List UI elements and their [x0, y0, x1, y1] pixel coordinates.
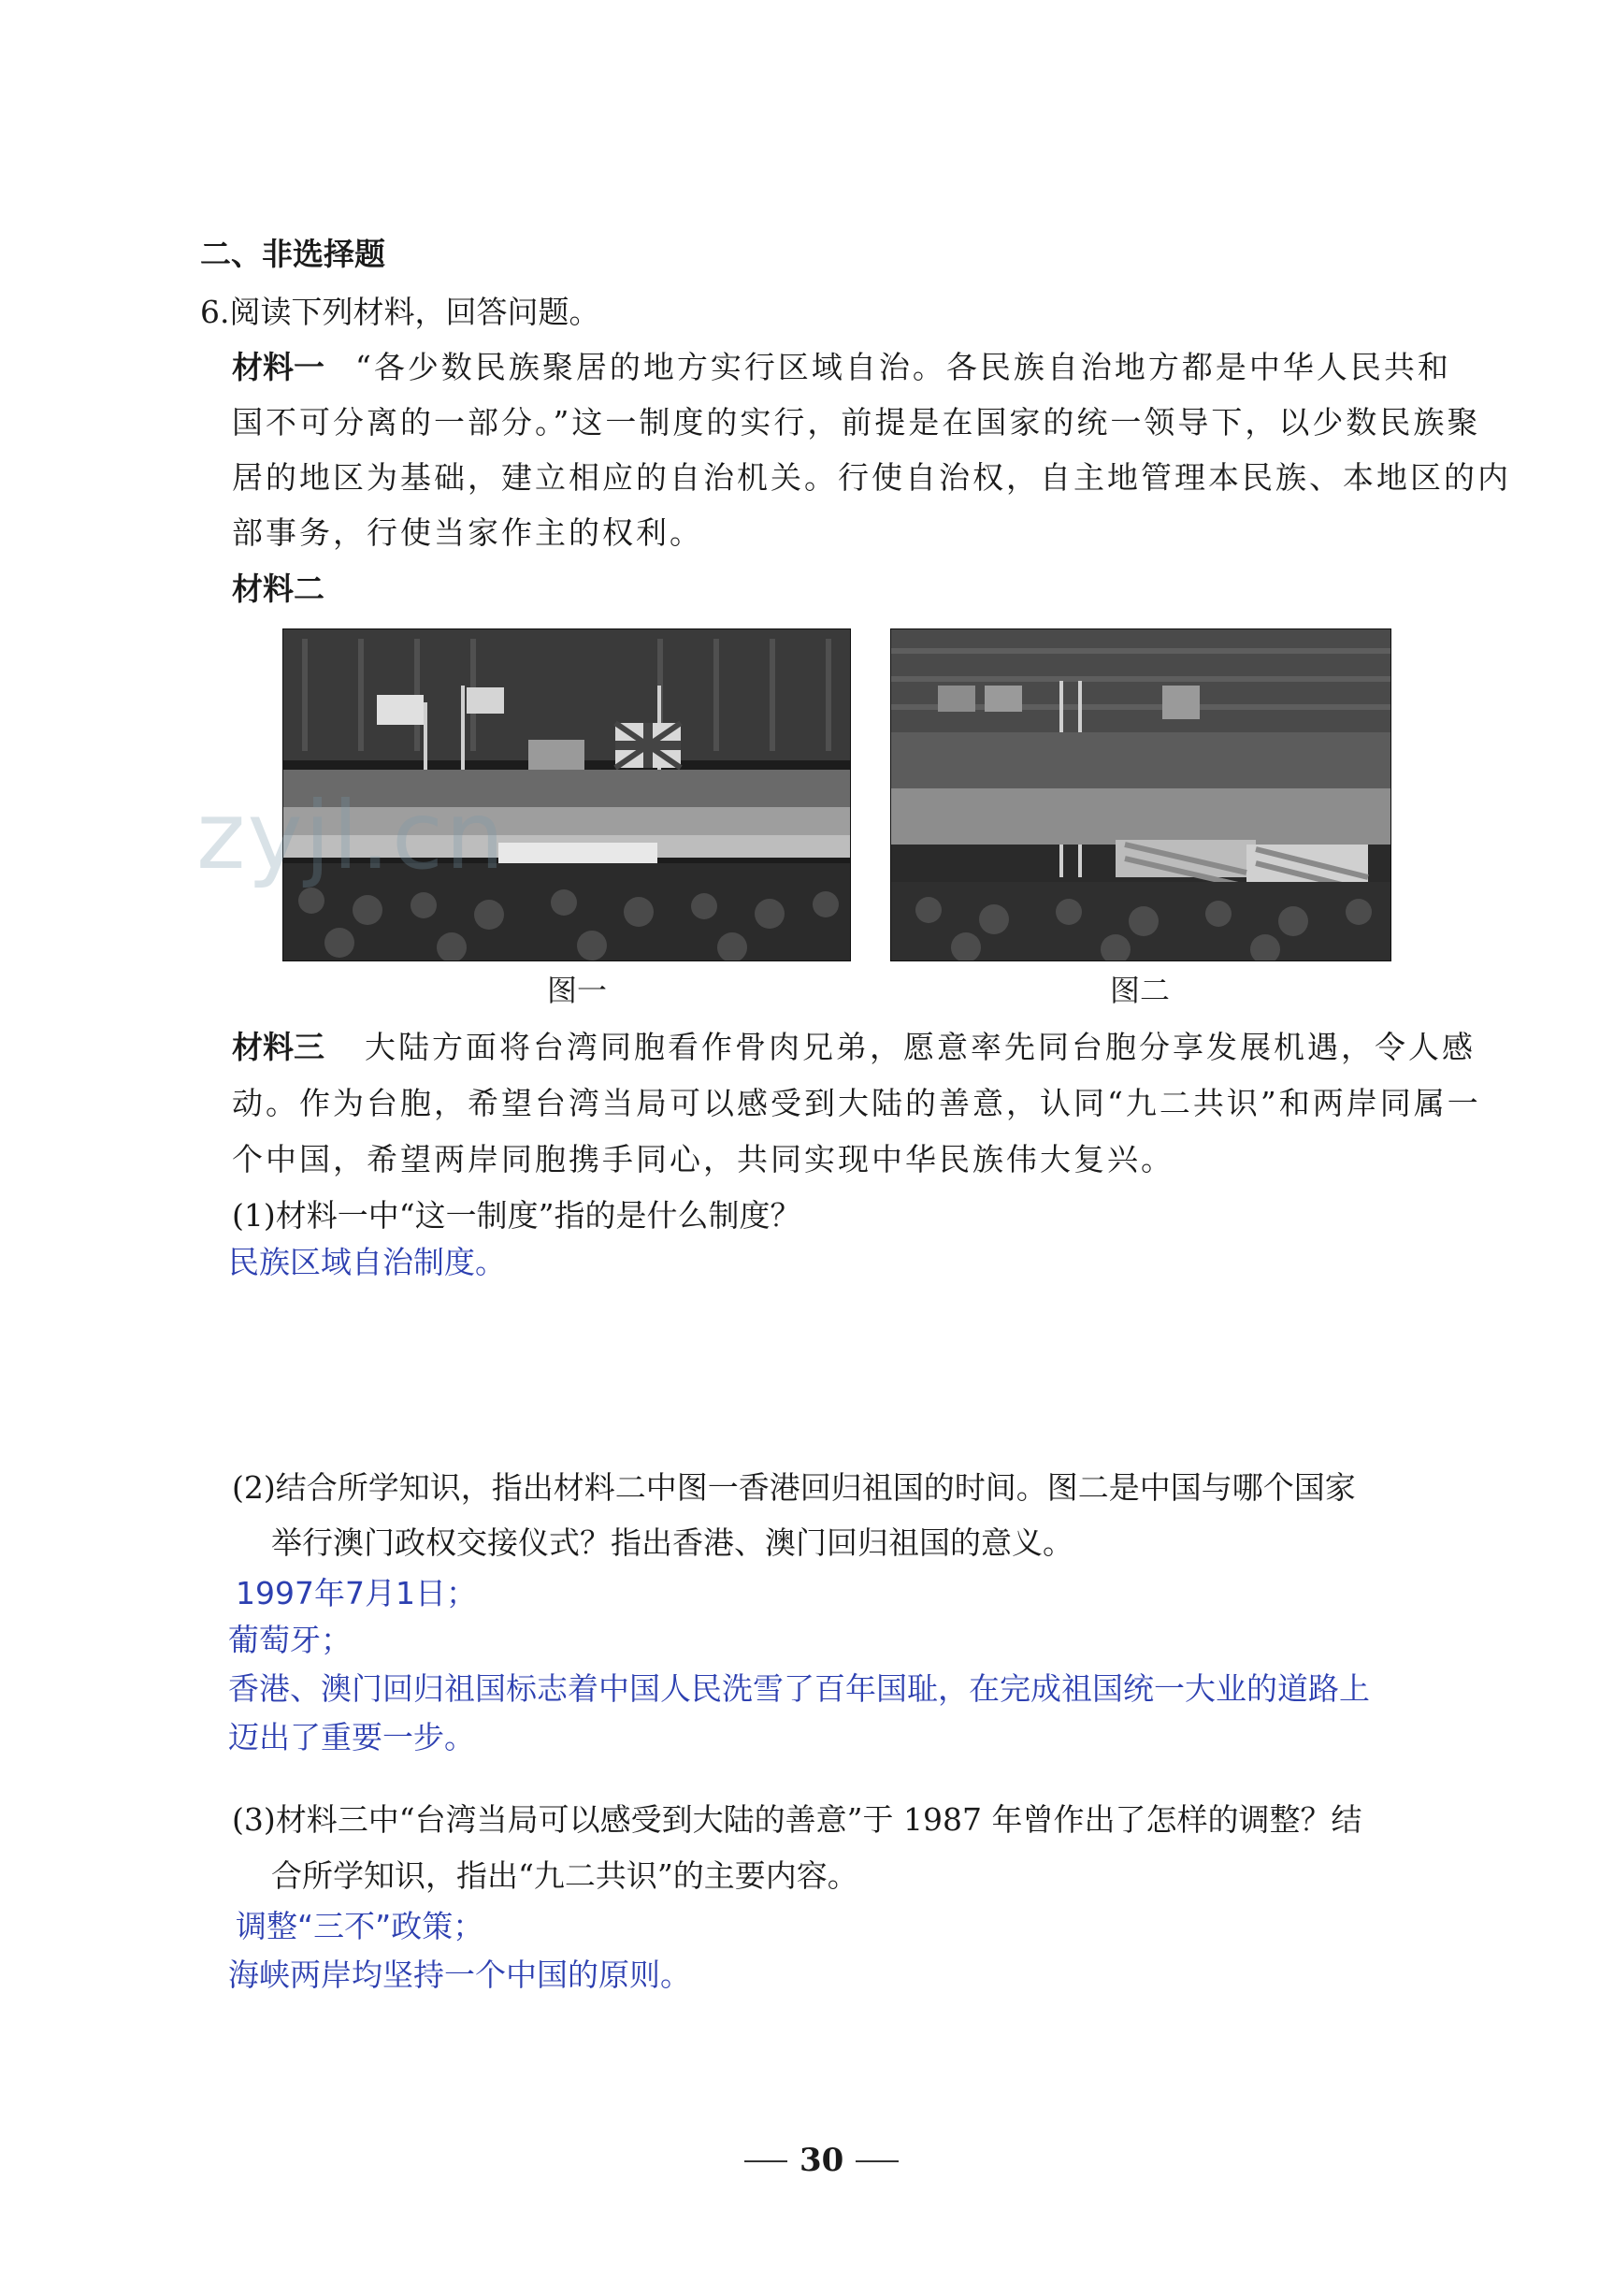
sub2-answer: 迈出了重要一步。 [228, 1719, 475, 1755]
sub2-answer: 香港、澳门回归祖国标志着中国人民洗雪了百年国耻，在完成祖国统一大业的道路上 [228, 1670, 1370, 1707]
page-number: 30 [800, 2142, 844, 2179]
page-number-left-dash [744, 2160, 787, 2162]
macau-handover-photo [890, 628, 1391, 961]
sub3-prompt: (3)材料三中“台湾当局可以感受到大陆的善意”于 1987 年曾作出了怎样的调整？结 [232, 1801, 1362, 1838]
macau-handover-image [891, 629, 1390, 960]
sub1-answer: 民族区域自治制度。 [228, 1244, 506, 1280]
watermark: zyjl.cn [196, 781, 507, 890]
sub2-prompt: (2)结合所学知识，指出材料二中图一香港回归祖国的时间。图二是中国与哪个国家 [232, 1469, 1356, 1506]
sub1-prompt: (1)材料一中“这一制度”指的是什么制度？ [232, 1197, 801, 1234]
figure2-caption: 图二 [1110, 973, 1171, 1008]
sub3-prompt: 合所学知识，指出“九二共识”的主要内容。 [271, 1857, 858, 1894]
sub3-answer: 海峡两岸均坚持一个中国的原则。 [228, 1957, 691, 1993]
sub3-answer: 调整“三不”政策； [236, 1908, 484, 1944]
material3-line: 个中国，希望两岸同胞携手同心，共同实现中华民族伟大复兴。 [232, 1141, 1174, 1177]
material2-label: 材料二 [232, 570, 324, 607]
sub2-prompt: 举行澳门政权交接仪式？指出香港、澳门回归祖国的意义。 [271, 1524, 1073, 1561]
material3-label: 材料三 [232, 1029, 324, 1065]
material1-line: 国不可分离的一部分。”这一制度的实行，前提是在国家的统一领导下，以少数民族聚 [232, 404, 1481, 440]
material1-label: 材料一 [232, 349, 324, 385]
material1-line: 部事务，行使当家作主的权利。 [232, 514, 703, 551]
sub2-answer: 葡萄牙； [228, 1622, 352, 1658]
question-stem: 6.阅读下列材料，回答问题。 [200, 294, 600, 330]
material3-line: 大陆方面将台湾同胞看作骨肉兄弟，愿意率先同台胞分享发展机遇，令人感 [365, 1029, 1476, 1065]
material1-line: 居的地区为基础，建立相应的自治机关。行使自治权，自主地管理本民族、本地区的内 [232, 459, 1511, 496]
figure1-caption: 图一 [547, 973, 608, 1008]
sub2-answer: 1997年7月1日； [236, 1575, 477, 1611]
section-title: 二、非选择题 [200, 236, 385, 272]
page-number-right-dash [856, 2160, 899, 2162]
material3-line: 动。作为台胞，希望台湾当局可以感受到大陆的善意，认同“九二共识”和两岸同属一 [232, 1085, 1481, 1121]
material1-line: “各少数民族聚居的地方实行区域自治。各民族自治地方都是中华人民共和 [355, 349, 1451, 385]
